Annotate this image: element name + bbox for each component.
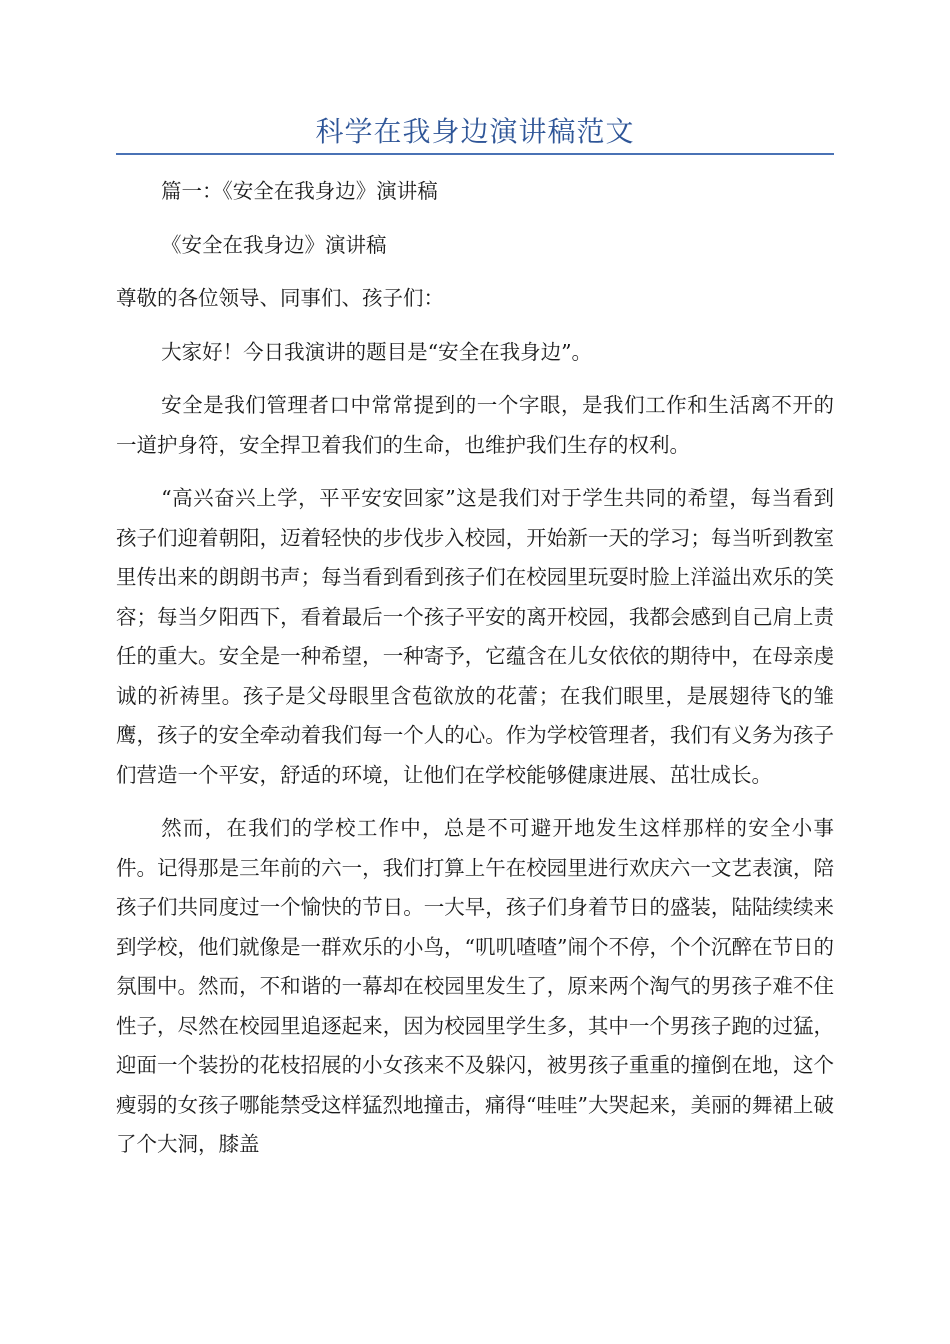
document-title: 科学在我身边演讲稿范文 xyxy=(315,115,635,148)
title-underline xyxy=(116,153,834,155)
salutation: 尊敬的各位领导、同事们、孩子们： xyxy=(116,286,444,310)
paragraph: 安全是我们管理者口中常常提到的一个字眼，是我们工作和生活离不开的一道护身符，安全捍卫着我们的生命，也维护我们生存的权利。 xyxy=(116,393,834,457)
paragraph: “高兴奋兴上学，平平安安回家”这是我们对于学生共同的希望，每当看到孩子们迎着朝阳，迈着轻快的步伐步入校园，开始新一天的学习；每当听到教室里传出来的朗朗书声；每当看到看到孩子们在校园里玩耍时脸上洋溢出欢乐的笑容；每当夕阳西下，看着最后一个孩子平安的离开校园，我都会感到自己肩上责任的重大。安全是一种希望，一种寄予，它蕴含在儿女依依的期待中，在母亲虔诚的祈祷里。孩子是父母眼里含苞欲放的花蕾；在我们眼里，是展翅待飞的雏鹰，孩子的安全牵动着我们每一个人的心。作为学校管理者，我们有义务为孩子们营造一个平安，舒适的环境，让他们在学校能够健康进展、茁壮成长。 xyxy=(116,486,834,787)
document-body xyxy=(116,172,834,1165)
speech-title: 《安全在我身边》演讲稿 xyxy=(161,232,387,257)
paragraph: 大家好！今日我演讲的题目是“安全在我身边”。 xyxy=(161,339,593,364)
section-heading: 篇一：《安全在我身边》演讲稿 xyxy=(161,179,438,203)
paragraph: 然而，在我们的学校工作中，总是不可避开地发生这样那样的安全小事件。记得那是三年前的六一，我们打算上午在校园里进行欢庆六一文艺表演，陪孩子们共同度过一个愉快的节日。一大早，孩子们身着节日的盛装，陆陆续续来到学校，他们就像是一群欢乐的小鸟，“叽叽喳喳”闹个不停，个个沉醉在节日的氛围中。然而，不和谐的一幕却在校园里发生了，原来两个淘气的男孩子难不住性子，尽然在校园里追逐起来，因为校园里学生多，其中一个男孩子跑的过猛，迎面一个装扮的花枝招展的小女孩来不及躲闪，被男孩子重重的撞倒在地，这个瘦弱的女孩子哪能禁受这样猛烈地撞击，痛得“哇哇”大哭起来，美丽的舞裙上破了个大洞，膝盖 xyxy=(116,816,834,1156)
